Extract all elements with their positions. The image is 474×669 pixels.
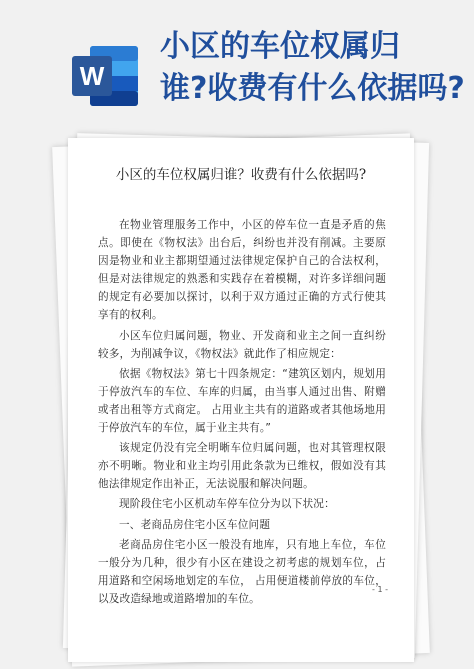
paragraph: 一、老商品房住宅小区车位问题	[119, 518, 271, 531]
document-body	[98, 216, 386, 610]
banner-title-line: 小区的车位权属归	[160, 29, 400, 64]
word-icon-letter: W	[79, 61, 105, 91]
paragraph: 小区车位归属问题，物业、开发商和业主之间一直纠纷较多，为削减争议，《物权法》就此作了相应规定：	[98, 329, 386, 360]
banner-title-line: 谁?收费有什么依据吗?	[160, 71, 465, 106]
paragraph: 现阶段住宅小区机动车停车位分为以下状况：	[119, 498, 335, 511]
document-title: 小区的车位权属归谁？收费有什么依据吗?	[115, 167, 367, 183]
paragraph: 依据《物权法》第七十四条规定：“建筑区划内，规划用于停放汽车的车位、车库的归属，由当事人通过出售、附赠或者出租等方式商定。 占用业主共有的道路或者其他场地用于停放汽车的车位，属于业主共有。”	[98, 367, 386, 435]
paragraph: 老商品房住宅小区一般没有地库，只有地上车位，车位一般分为几种，很少有小区在建设之初考虑的规划车位，占用道路和空闲场地划定的车位， 占用便道楼前停放的车位，以及改造绿地或道路增加的车位。	[98, 538, 386, 605]
paragraph: 该规定仍没有完全明晰车位归属问题，也对其管理权限亦不明晰。物业和业主均引用此条款为已维权，假如没有其他法律规定作出补正，无法说服和解决问题。	[98, 442, 386, 491]
paragraph: 在物业管理服务工作中，小区的停车位一直是矛盾的焦点。即使在《物权法》出台后，纠纷也并没有削减。主要原因是物业和业主都期望通过法律规定保护自己的合法权利，但是对法律规定的熟悉和实践存在着模糊，对许多详细问题的规定有必要加以探讨，以利于双方通过正确的方式行使其享有的权利。	[98, 219, 386, 322]
page-number: - 1 -	[372, 585, 388, 594]
document-page	[68, 138, 414, 662]
banner-title	[160, 26, 470, 110]
word-icon	[70, 40, 142, 112]
